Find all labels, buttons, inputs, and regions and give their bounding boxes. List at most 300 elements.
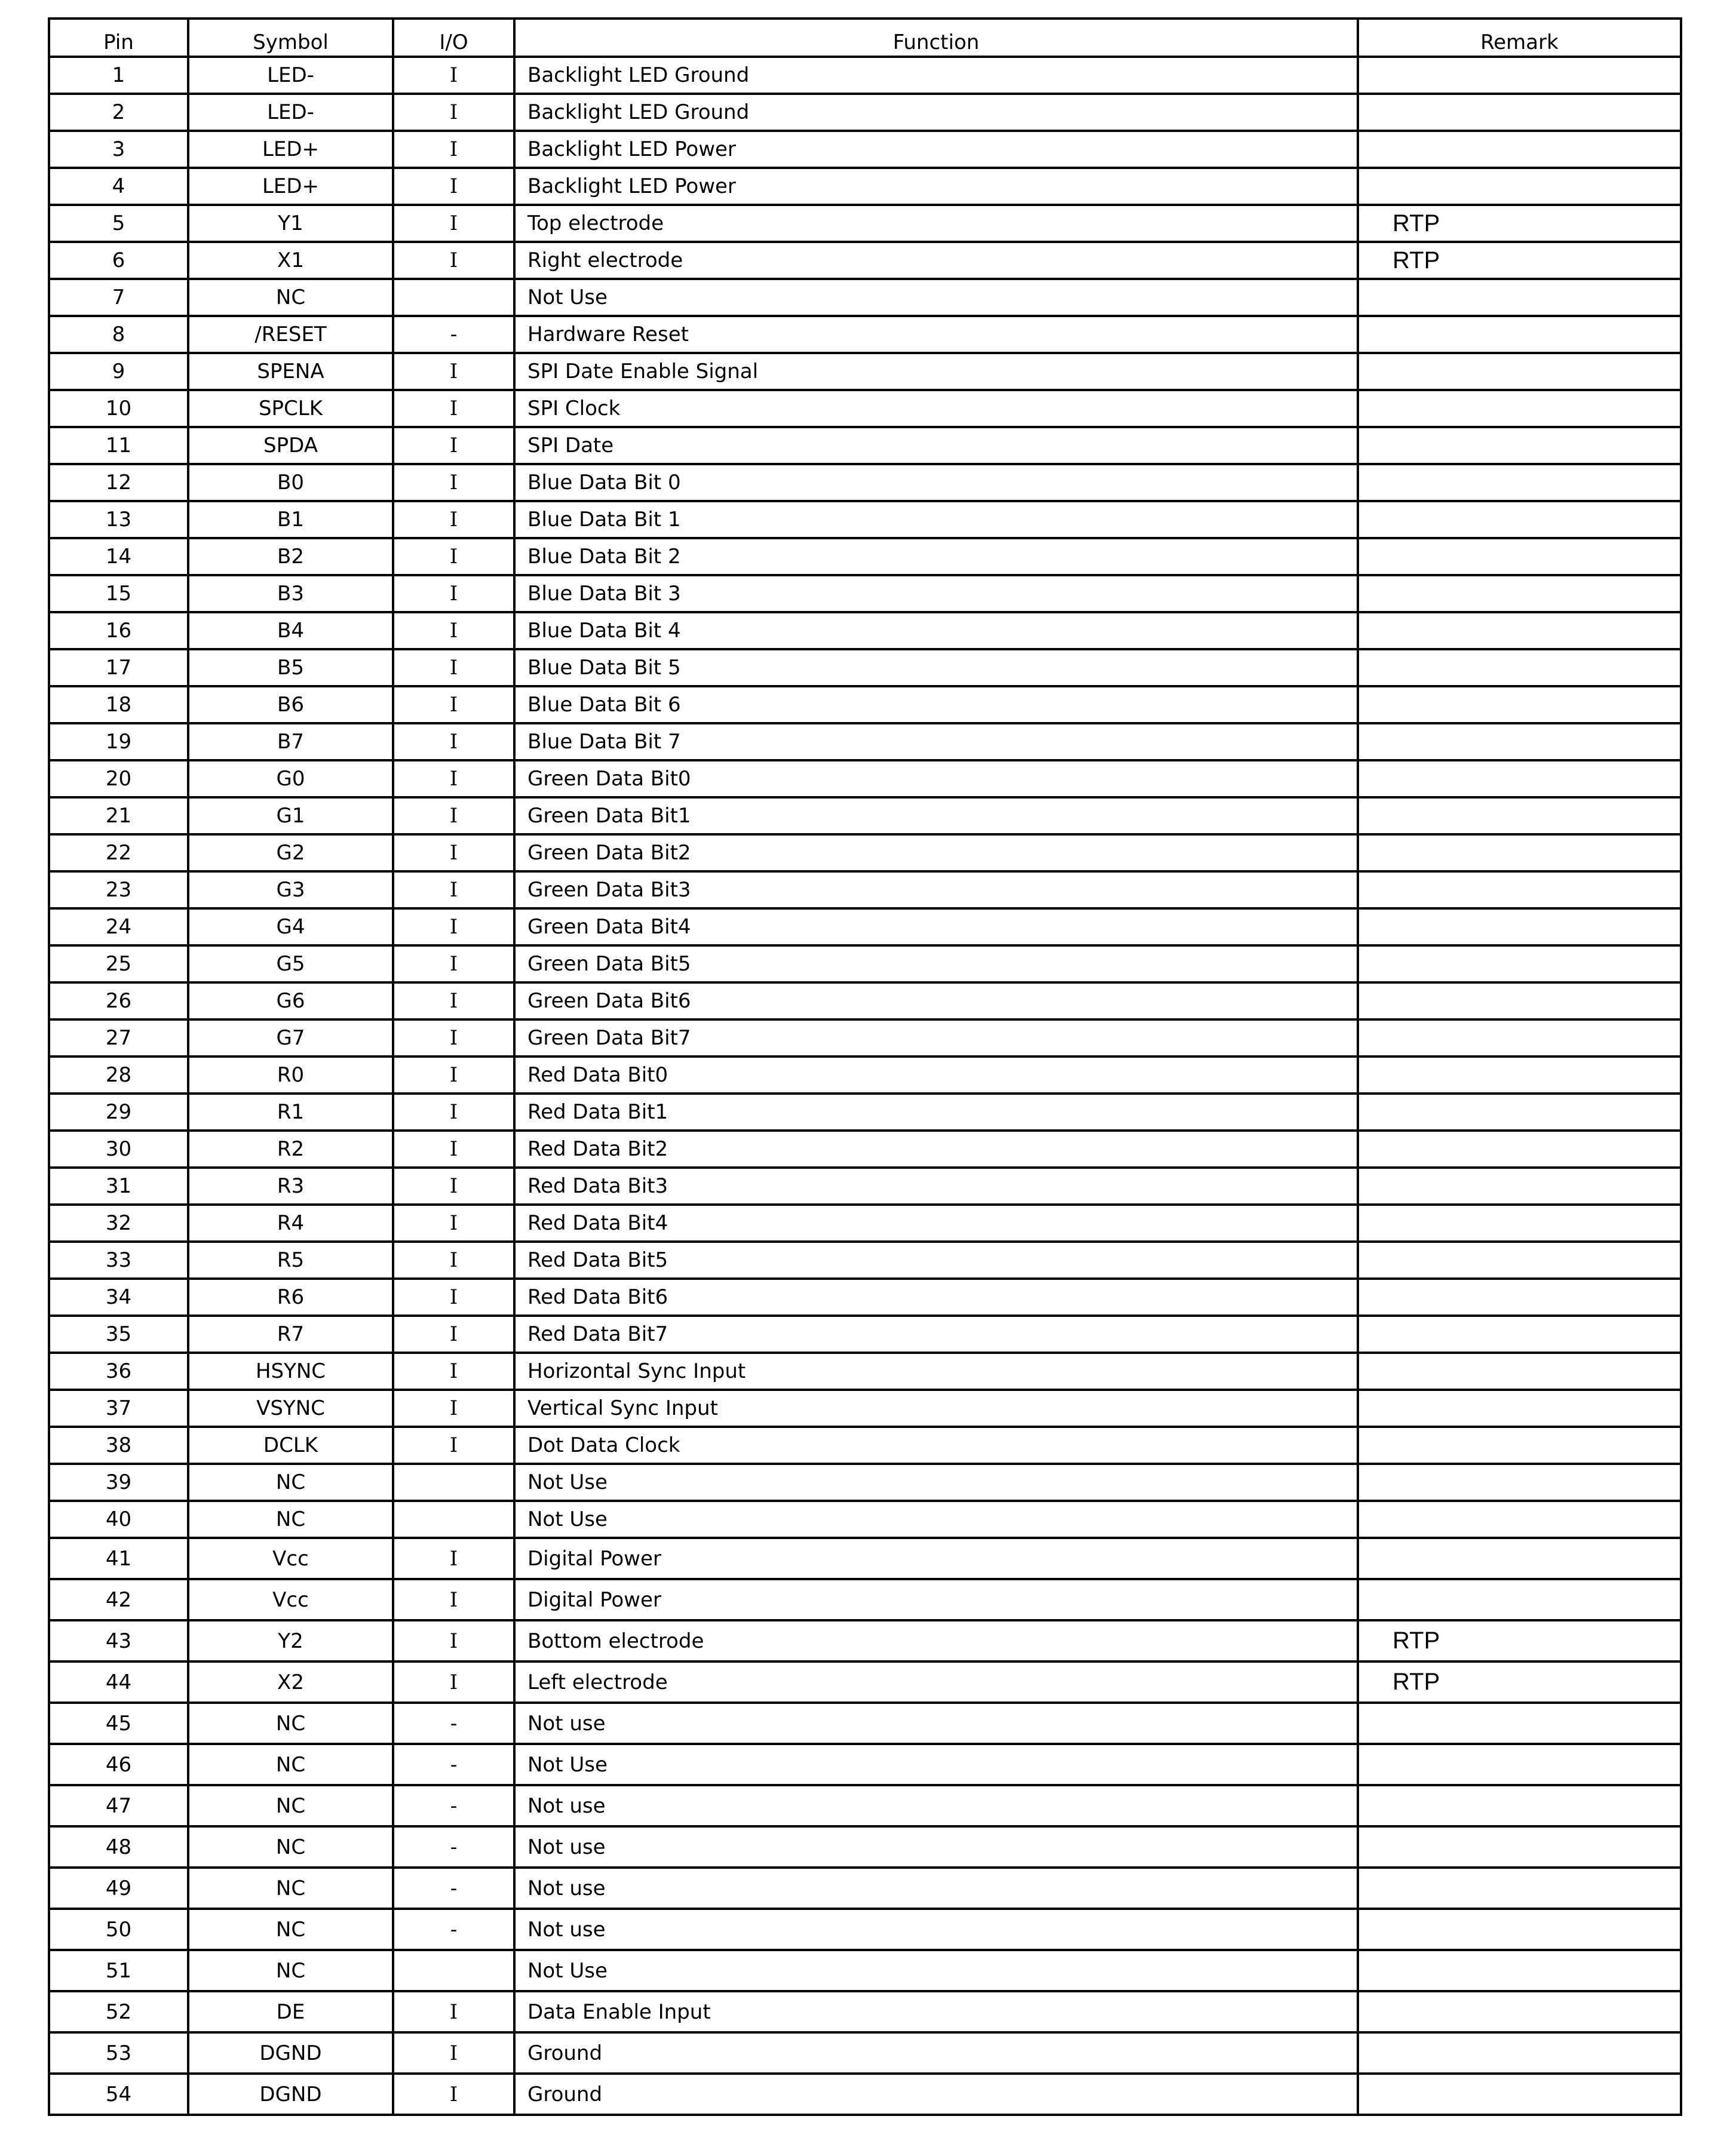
cell-remark (1358, 131, 1681, 168)
cell-symbol: R5 (188, 1242, 393, 1279)
cell-symbol: B0 (188, 464, 393, 501)
cell-io (393, 1950, 514, 1991)
cell-io: I (393, 57, 514, 94)
table-row (49, 1909, 1681, 1950)
cell-function: Blue Data Bit 7 (514, 723, 1358, 760)
cell-symbol: NC (188, 1744, 393, 1785)
cell-function: Left electrode (514, 1661, 1358, 1703)
cell-function: Bottom electrode (514, 1620, 1358, 1661)
cell-function: Not use (514, 1868, 1358, 1909)
cell-symbol: G0 (188, 760, 393, 797)
cell-function: Data Enable Input (514, 1991, 1358, 2032)
cell-symbol: Vcc (188, 1538, 393, 1579)
cell-pin: 32 (49, 1205, 188, 1242)
cell-symbol: G1 (188, 797, 393, 834)
cell-pin: 45 (49, 1703, 188, 1744)
cell-pin: 48 (49, 1826, 188, 1868)
cell-remark (1358, 94, 1681, 131)
cell-remark (1358, 760, 1681, 797)
cell-pin: 42 (49, 1579, 188, 1620)
cell-function: Digital Power (514, 1579, 1358, 1620)
cell-remark (1358, 908, 1681, 945)
cell-function: Backlight LED Power (514, 131, 1358, 168)
table-row (49, 1131, 1681, 1168)
pin-assignment-table (48, 17, 1682, 2116)
cell-pin: 49 (49, 1868, 188, 1909)
cell-pin: 22 (49, 834, 188, 871)
cell-io: - (393, 1826, 514, 1868)
cell-function: Green Data Bit3 (514, 871, 1358, 908)
cell-io: - (393, 1744, 514, 1785)
cell-io: I (393, 1390, 514, 1427)
cell-function: Green Data Bit4 (514, 908, 1358, 945)
cell-symbol: NC (188, 1868, 393, 1909)
cell-io: I (393, 168, 514, 205)
table-row (49, 1353, 1681, 1390)
cell-symbol: R6 (188, 1279, 393, 1316)
cell-remark (1358, 1353, 1681, 1390)
table-row (49, 1785, 1681, 1826)
cell-remark (1358, 1131, 1681, 1168)
cell-symbol: Vcc (188, 1579, 393, 1620)
cell-io: I (393, 1094, 514, 1131)
cell-function: Right electrode (514, 242, 1358, 279)
cell-function: Green Data Bit6 (514, 982, 1358, 1019)
cell-function: Not Use (514, 1744, 1358, 1785)
cell-io: I (393, 242, 514, 279)
table-row (49, 871, 1681, 908)
cell-io: I (393, 982, 514, 1019)
table-row (49, 1390, 1681, 1427)
cell-io: I (393, 649, 514, 686)
cell-remark: RTP (1358, 242, 1681, 279)
cell-function: Not use (514, 1909, 1358, 1950)
cell-pin: 19 (49, 723, 188, 760)
cell-remark (1358, 1242, 1681, 1279)
cell-function: Not use (514, 1785, 1358, 1826)
cell-symbol: DGND (188, 2032, 393, 2074)
table-row (49, 797, 1681, 834)
cell-symbol: G7 (188, 1019, 393, 1056)
cell-remark (1358, 1390, 1681, 1427)
table-row (49, 353, 1681, 390)
cell-symbol: DE (188, 1991, 393, 2032)
cell-io: - (393, 1703, 514, 1744)
table-row (49, 1427, 1681, 1464)
cell-symbol: R3 (188, 1168, 393, 1205)
cell-remark (1358, 1168, 1681, 1205)
cell-pin: 10 (49, 390, 188, 427)
cell-io: I (393, 464, 514, 501)
cell-io: I (393, 945, 514, 982)
cell-function: Red Data Bit4 (514, 1205, 1358, 1242)
cell-remark (1358, 1785, 1681, 1826)
table-row (49, 1744, 1681, 1785)
table-row (49, 612, 1681, 649)
cell-io: - (393, 316, 514, 353)
table-row (49, 1242, 1681, 1279)
cell-io: I (393, 2074, 514, 2115)
cell-pin: 17 (49, 649, 188, 686)
cell-remark (1358, 501, 1681, 538)
cell-remark (1358, 1991, 1681, 2032)
cell-symbol: G2 (188, 834, 393, 871)
table-row (49, 1620, 1681, 1661)
cell-io: I (393, 1205, 514, 1242)
table-row (49, 279, 1681, 316)
cell-symbol: NC (188, 1785, 393, 1826)
table-row (49, 57, 1681, 94)
cell-function: Not Use (514, 1950, 1358, 1991)
cell-symbol: DCLK (188, 1427, 393, 1464)
cell-pin: 43 (49, 1620, 188, 1661)
cell-function: Green Data Bit7 (514, 1019, 1358, 1056)
cell-pin: 15 (49, 575, 188, 612)
table-row (49, 982, 1681, 1019)
cell-symbol: SPDA (188, 427, 393, 464)
cell-remark: RTP (1358, 205, 1681, 242)
cell-function: Red Data Bit2 (514, 1131, 1358, 1168)
cell-io: I (393, 686, 514, 723)
table-row (49, 723, 1681, 760)
cell-pin: 3 (49, 131, 188, 168)
cell-remark (1358, 464, 1681, 501)
cell-remark (1358, 871, 1681, 908)
cell-pin: 8 (49, 316, 188, 353)
cell-symbol: SPENA (188, 353, 393, 390)
cell-function: Backlight LED Ground (514, 94, 1358, 131)
cell-io: I (393, 2032, 514, 2074)
cell-remark (1358, 1950, 1681, 1991)
cell-remark (1358, 1316, 1681, 1353)
cell-io: I (393, 871, 514, 908)
table-row (49, 501, 1681, 538)
cell-remark (1358, 575, 1681, 612)
table-row (49, 131, 1681, 168)
cell-symbol: DGND (188, 2074, 393, 2115)
cell-symbol: LED+ (188, 168, 393, 205)
table-row (49, 1950, 1681, 1991)
cell-pin: 39 (49, 1464, 188, 1501)
cell-symbol: X1 (188, 242, 393, 279)
cell-remark (1358, 649, 1681, 686)
cell-io: I (393, 390, 514, 427)
cell-symbol: NC (188, 279, 393, 316)
cell-io: I (393, 1427, 514, 1464)
cell-pin: 5 (49, 205, 188, 242)
cell-symbol: B4 (188, 612, 393, 649)
cell-io: I (393, 1316, 514, 1353)
cell-function: SPI Clock (514, 390, 1358, 427)
cell-io: I (393, 353, 514, 390)
cell-function: Blue Data Bit 0 (514, 464, 1358, 501)
cell-io: I (393, 1661, 514, 1703)
cell-function: Dot Data Clock (514, 1427, 1358, 1464)
cell-remark (1358, 2032, 1681, 2074)
cell-pin: 33 (49, 1242, 188, 1279)
cell-symbol: R1 (188, 1094, 393, 1131)
table-row (49, 2032, 1681, 2074)
cell-remark (1358, 982, 1681, 1019)
cell-function: Blue Data Bit 5 (514, 649, 1358, 686)
cell-pin: 9 (49, 353, 188, 390)
cell-pin: 36 (49, 1353, 188, 1390)
cell-io: - (393, 1868, 514, 1909)
cell-symbol: B7 (188, 723, 393, 760)
cell-remark (1358, 797, 1681, 834)
cell-function: Not Use (514, 279, 1358, 316)
cell-symbol: NC (188, 1703, 393, 1744)
header-pin: Pin (49, 19, 188, 57)
cell-remark: RTP (1358, 1661, 1681, 1703)
cell-remark (1358, 168, 1681, 205)
table-row (49, 1094, 1681, 1131)
table-row (49, 1661, 1681, 1703)
cell-io: I (393, 1620, 514, 1661)
cell-remark (1358, 1579, 1681, 1620)
table-row (49, 575, 1681, 612)
cell-function: Horizontal Sync Input (514, 1353, 1358, 1390)
cell-symbol: G3 (188, 871, 393, 908)
cell-function: Top electrode (514, 205, 1358, 242)
cell-function: Backlight LED Power (514, 168, 1358, 205)
table-row (49, 1056, 1681, 1094)
cell-io: I (393, 94, 514, 131)
cell-remark (1358, 1501, 1681, 1538)
cell-function: Blue Data Bit 4 (514, 612, 1358, 649)
cell-remark (1358, 2074, 1681, 2115)
cell-remark (1358, 1094, 1681, 1131)
cell-symbol: LED- (188, 94, 393, 131)
cell-function: Green Data Bit5 (514, 945, 1358, 982)
cell-pin: 11 (49, 427, 188, 464)
cell-symbol: NC (188, 1826, 393, 1868)
cell-function: Red Data Bit0 (514, 1056, 1358, 1094)
cell-pin: 21 (49, 797, 188, 834)
cell-pin: 26 (49, 982, 188, 1019)
cell-function: SPI Date Enable Signal (514, 353, 1358, 390)
cell-remark (1358, 1703, 1681, 1744)
cell-symbol: R2 (188, 1131, 393, 1168)
cell-symbol: LED- (188, 57, 393, 94)
cell-symbol: SPCLK (188, 390, 393, 427)
cell-io: I (393, 1056, 514, 1094)
cell-remark: RTP (1358, 1620, 1681, 1661)
cell-symbol: NC (188, 1464, 393, 1501)
cell-remark (1358, 1279, 1681, 1316)
cell-pin: 4 (49, 168, 188, 205)
cell-io: - (393, 1909, 514, 1950)
table-row (49, 834, 1681, 871)
table-row (49, 1168, 1681, 1205)
cell-io: I (393, 1279, 514, 1316)
table-row (49, 316, 1681, 353)
table-row (49, 1538, 1681, 1579)
table-row (49, 168, 1681, 205)
cell-pin: 27 (49, 1019, 188, 1056)
cell-function: Blue Data Bit 3 (514, 575, 1358, 612)
cell-function: Green Data Bit1 (514, 797, 1358, 834)
table-row (49, 1579, 1681, 1620)
cell-symbol: LED+ (188, 131, 393, 168)
cell-remark (1358, 1464, 1681, 1501)
cell-remark (1358, 1826, 1681, 1868)
cell-pin: 28 (49, 1056, 188, 1094)
cell-remark (1358, 1744, 1681, 1785)
cell-function: Ground (514, 2074, 1358, 2115)
cell-remark (1358, 427, 1681, 464)
cell-function: SPI Date (514, 427, 1358, 464)
cell-symbol: NC (188, 1501, 393, 1538)
table-row (49, 1316, 1681, 1353)
cell-function: Red Data Bit6 (514, 1279, 1358, 1316)
cell-symbol: X2 (188, 1661, 393, 1703)
cell-pin: 30 (49, 1131, 188, 1168)
cell-symbol: NC (188, 1950, 393, 1991)
cell-remark (1358, 1868, 1681, 1909)
cell-function: Vertical Sync Input (514, 1390, 1358, 1427)
cell-symbol: G4 (188, 908, 393, 945)
table-row (49, 242, 1681, 279)
cell-remark (1358, 1538, 1681, 1579)
cell-function: Blue Data Bit 1 (514, 501, 1358, 538)
cell-remark (1358, 538, 1681, 575)
cell-io: I (393, 1991, 514, 2032)
cell-function: Digital Power (514, 1538, 1358, 1579)
cell-remark (1358, 612, 1681, 649)
cell-symbol: R0 (188, 1056, 393, 1094)
cell-io: I (393, 501, 514, 538)
cell-io: I (393, 575, 514, 612)
cell-function: Green Data Bit0 (514, 760, 1358, 797)
table-row (49, 760, 1681, 797)
cell-function: Hardware Reset (514, 316, 1358, 353)
cell-function: Red Data Bit7 (514, 1316, 1358, 1353)
cell-remark (1358, 57, 1681, 94)
cell-pin: 12 (49, 464, 188, 501)
table-row (49, 1991, 1681, 2032)
cell-pin: 31 (49, 1168, 188, 1205)
cell-pin: 23 (49, 871, 188, 908)
table-row (49, 464, 1681, 501)
cell-remark (1358, 1427, 1681, 1464)
cell-symbol: B5 (188, 649, 393, 686)
cell-io: I (393, 1131, 514, 1168)
cell-io: I (393, 612, 514, 649)
cell-function: Backlight LED Ground (514, 57, 1358, 94)
cell-symbol: B6 (188, 686, 393, 723)
cell-io: I (393, 538, 514, 575)
table-row (49, 2074, 1681, 2115)
cell-pin: 14 (49, 538, 188, 575)
cell-pin: 24 (49, 908, 188, 945)
cell-io: I (393, 427, 514, 464)
cell-remark (1358, 1019, 1681, 1056)
cell-pin: 2 (49, 94, 188, 131)
cell-io: I (393, 131, 514, 168)
cell-remark (1358, 686, 1681, 723)
cell-io: I (393, 834, 514, 871)
cell-io: I (393, 1019, 514, 1056)
table-row (49, 1464, 1681, 1501)
cell-io (393, 1501, 514, 1538)
table-row (49, 908, 1681, 945)
cell-pin: 1 (49, 57, 188, 94)
cell-function: Not Use (514, 1464, 1358, 1501)
cell-pin: 46 (49, 1744, 188, 1785)
cell-pin: 51 (49, 1950, 188, 1991)
cell-pin: 44 (49, 1661, 188, 1703)
cell-function: Ground (514, 2032, 1358, 2074)
cell-pin: 38 (49, 1427, 188, 1464)
cell-remark (1358, 1205, 1681, 1242)
header-symbol: Symbol (188, 19, 393, 57)
cell-symbol: G6 (188, 982, 393, 1019)
cell-function: Red Data Bit5 (514, 1242, 1358, 1279)
cell-function: Not use (514, 1703, 1358, 1744)
cell-io: I (393, 1353, 514, 1390)
cell-function: Blue Data Bit 2 (514, 538, 1358, 575)
table-row (49, 686, 1681, 723)
cell-pin: 37 (49, 1390, 188, 1427)
cell-pin: 54 (49, 2074, 188, 2115)
table-row (49, 649, 1681, 686)
table-row (49, 1703, 1681, 1744)
cell-symbol: B2 (188, 538, 393, 575)
cell-pin: 50 (49, 1909, 188, 1950)
cell-io: I (393, 1538, 514, 1579)
cell-pin: 52 (49, 1991, 188, 2032)
cell-pin: 13 (49, 501, 188, 538)
cell-io: I (393, 205, 514, 242)
cell-symbol: /RESET (188, 316, 393, 353)
cell-io (393, 1464, 514, 1501)
table-row (49, 1826, 1681, 1868)
cell-pin: 16 (49, 612, 188, 649)
table-row (49, 1868, 1681, 1909)
cell-io: I (393, 760, 514, 797)
cell-remark (1358, 834, 1681, 871)
cell-io: I (393, 723, 514, 760)
cell-pin: 7 (49, 279, 188, 316)
cell-pin: 40 (49, 1501, 188, 1538)
cell-function: Red Data Bit3 (514, 1168, 1358, 1205)
table-row (49, 94, 1681, 131)
cell-pin: 18 (49, 686, 188, 723)
table-row (49, 390, 1681, 427)
cell-symbol: B3 (188, 575, 393, 612)
cell-remark (1358, 1056, 1681, 1094)
cell-remark (1358, 353, 1681, 390)
cell-remark (1358, 945, 1681, 982)
cell-pin: 47 (49, 1785, 188, 1826)
cell-pin: 35 (49, 1316, 188, 1353)
cell-io: - (393, 1785, 514, 1826)
cell-io: I (393, 908, 514, 945)
cell-remark (1358, 390, 1681, 427)
cell-function: Blue Data Bit 6 (514, 686, 1358, 723)
cell-pin: 6 (49, 242, 188, 279)
cell-pin: 34 (49, 1279, 188, 1316)
cell-pin: 41 (49, 1538, 188, 1579)
cell-io: I (393, 1168, 514, 1205)
cell-symbol: Y2 (188, 1620, 393, 1661)
cell-symbol: R4 (188, 1205, 393, 1242)
table-row (49, 1019, 1681, 1056)
header-row (49, 19, 1681, 57)
cell-io (393, 279, 514, 316)
cell-pin: 29 (49, 1094, 188, 1131)
